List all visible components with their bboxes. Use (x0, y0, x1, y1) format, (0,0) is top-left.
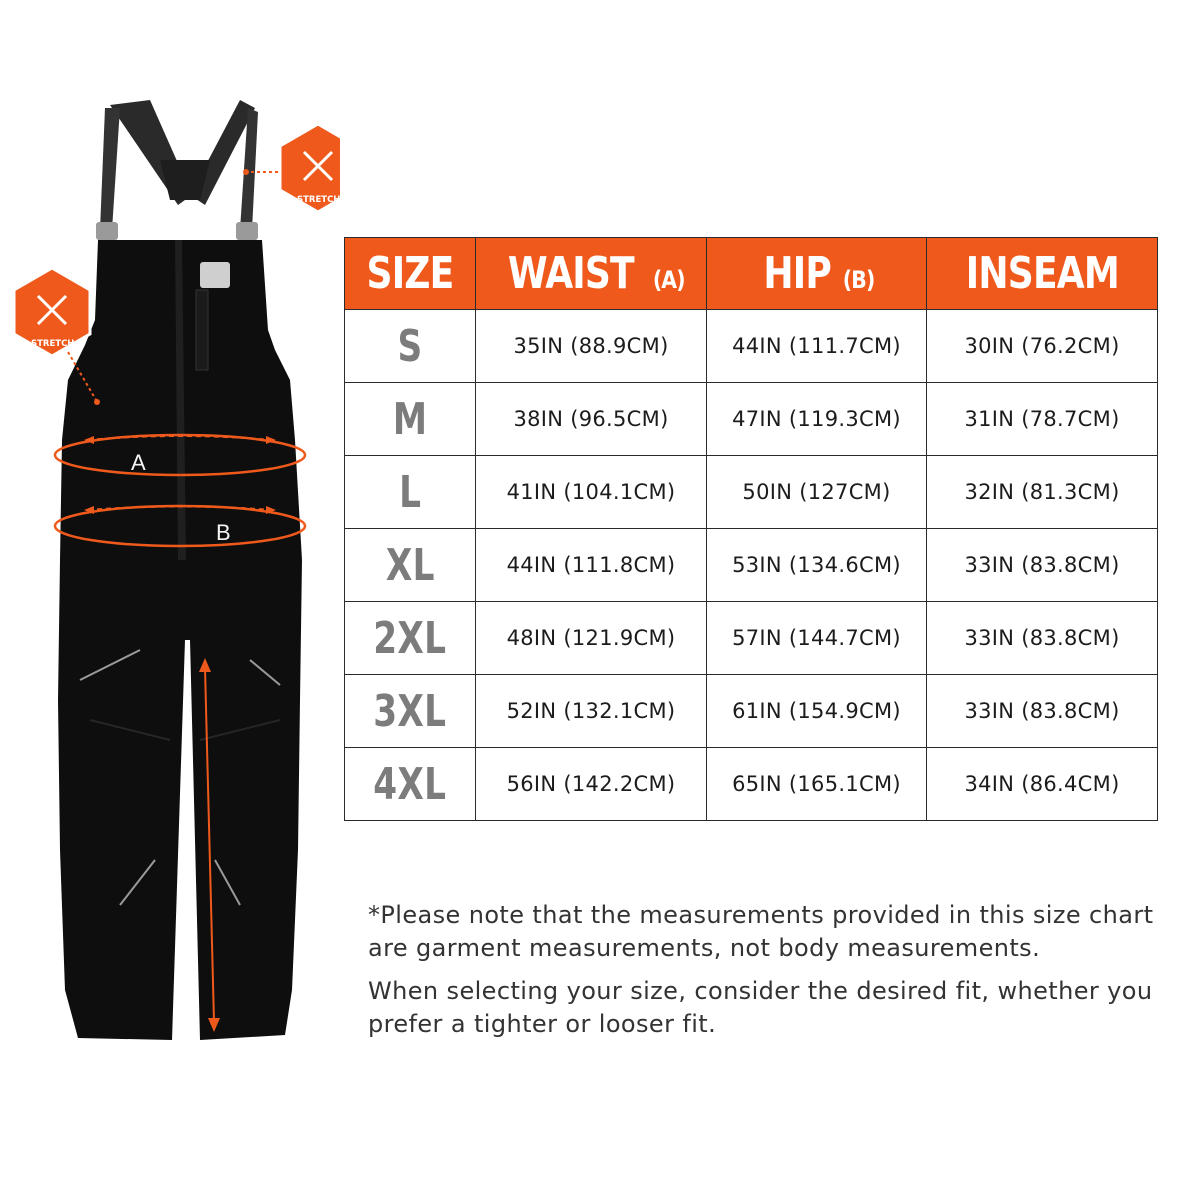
size-cell: M (345, 383, 476, 456)
header-waist: WAIST (A) (476, 238, 707, 310)
size-cell: 4XL (345, 748, 476, 821)
hip-cell: 53IN (134.6CM) (707, 529, 927, 602)
size-cell: 3XL (345, 675, 476, 748)
inseam-cell: 34IN (86.4CM) (927, 748, 1158, 821)
header-hip: HIP (B) (707, 238, 927, 310)
garment-measurement-note: *Please note that the measurements provided in this size chart are garment measurements, not body measurements. (368, 901, 1154, 962)
inseam-cell: 33IN (83.8CM) (927, 602, 1158, 675)
measure-label-b: B (216, 520, 231, 545)
bib-overalls-illustration (0, 0, 340, 1185)
waist-cell: 48IN (121.9CM) (476, 602, 707, 675)
table-row (345, 529, 1158, 602)
table-row (345, 456, 1158, 529)
stretch-label-top: STRETCH (297, 195, 340, 205)
size-cell: L (345, 456, 476, 529)
hip-cell: 65IN (165.1CM) (707, 748, 927, 821)
waist-cell: 52IN (132.1CM) (476, 675, 707, 748)
waist-cell: 41IN (104.1CM) (476, 456, 707, 529)
stretch-label-left: STRETCH (31, 339, 75, 349)
size-chart-table (344, 237, 1158, 821)
measure-label-a: A (131, 450, 146, 475)
inseam-cell: 33IN (83.8CM) (927, 675, 1158, 748)
table-row (345, 675, 1158, 748)
size-cell: S (345, 310, 476, 383)
suspender-straps (96, 100, 258, 240)
waist-cell: 38IN (96.5CM) (476, 383, 707, 456)
stretch-badge-left (14, 268, 100, 405)
hip-cell: 57IN (144.7CM) (707, 602, 927, 675)
header-inseam: INSEAM (927, 238, 1158, 310)
stretch-badge-top (243, 124, 340, 212)
size-cell: XL (345, 529, 476, 602)
header-size: SIZE (345, 238, 476, 310)
fit-selection-note: When selecting your size, consider the desired fit, whether you prefer a tighter or looser fit. (368, 977, 1153, 1038)
table-row (345, 602, 1158, 675)
hip-cell: 47IN (119.3CM) (707, 383, 927, 456)
inseam-cell: 31IN (78.7CM) (927, 383, 1158, 456)
overalls-body (58, 240, 302, 1040)
size-cell: 2XL (345, 602, 476, 675)
inseam-cell: 30IN (76.2CM) (927, 310, 1158, 383)
table-row (345, 383, 1158, 456)
hip-cell: 50IN (127CM) (707, 456, 927, 529)
table-row (345, 748, 1158, 821)
table-row (345, 310, 1158, 383)
hip-cell: 61IN (154.9CM) (707, 675, 927, 748)
inseam-cell: 32IN (81.3CM) (927, 456, 1158, 529)
table-header-row (345, 238, 1158, 310)
waist-cell: 56IN (142.2CM) (476, 748, 707, 821)
inseam-cell: 33IN (83.8CM) (927, 529, 1158, 602)
hip-cell: 44IN (111.7CM) (707, 310, 927, 383)
waist-cell: 35IN (88.9CM) (476, 310, 707, 383)
waist-cell: 44IN (111.8CM) (476, 529, 707, 602)
